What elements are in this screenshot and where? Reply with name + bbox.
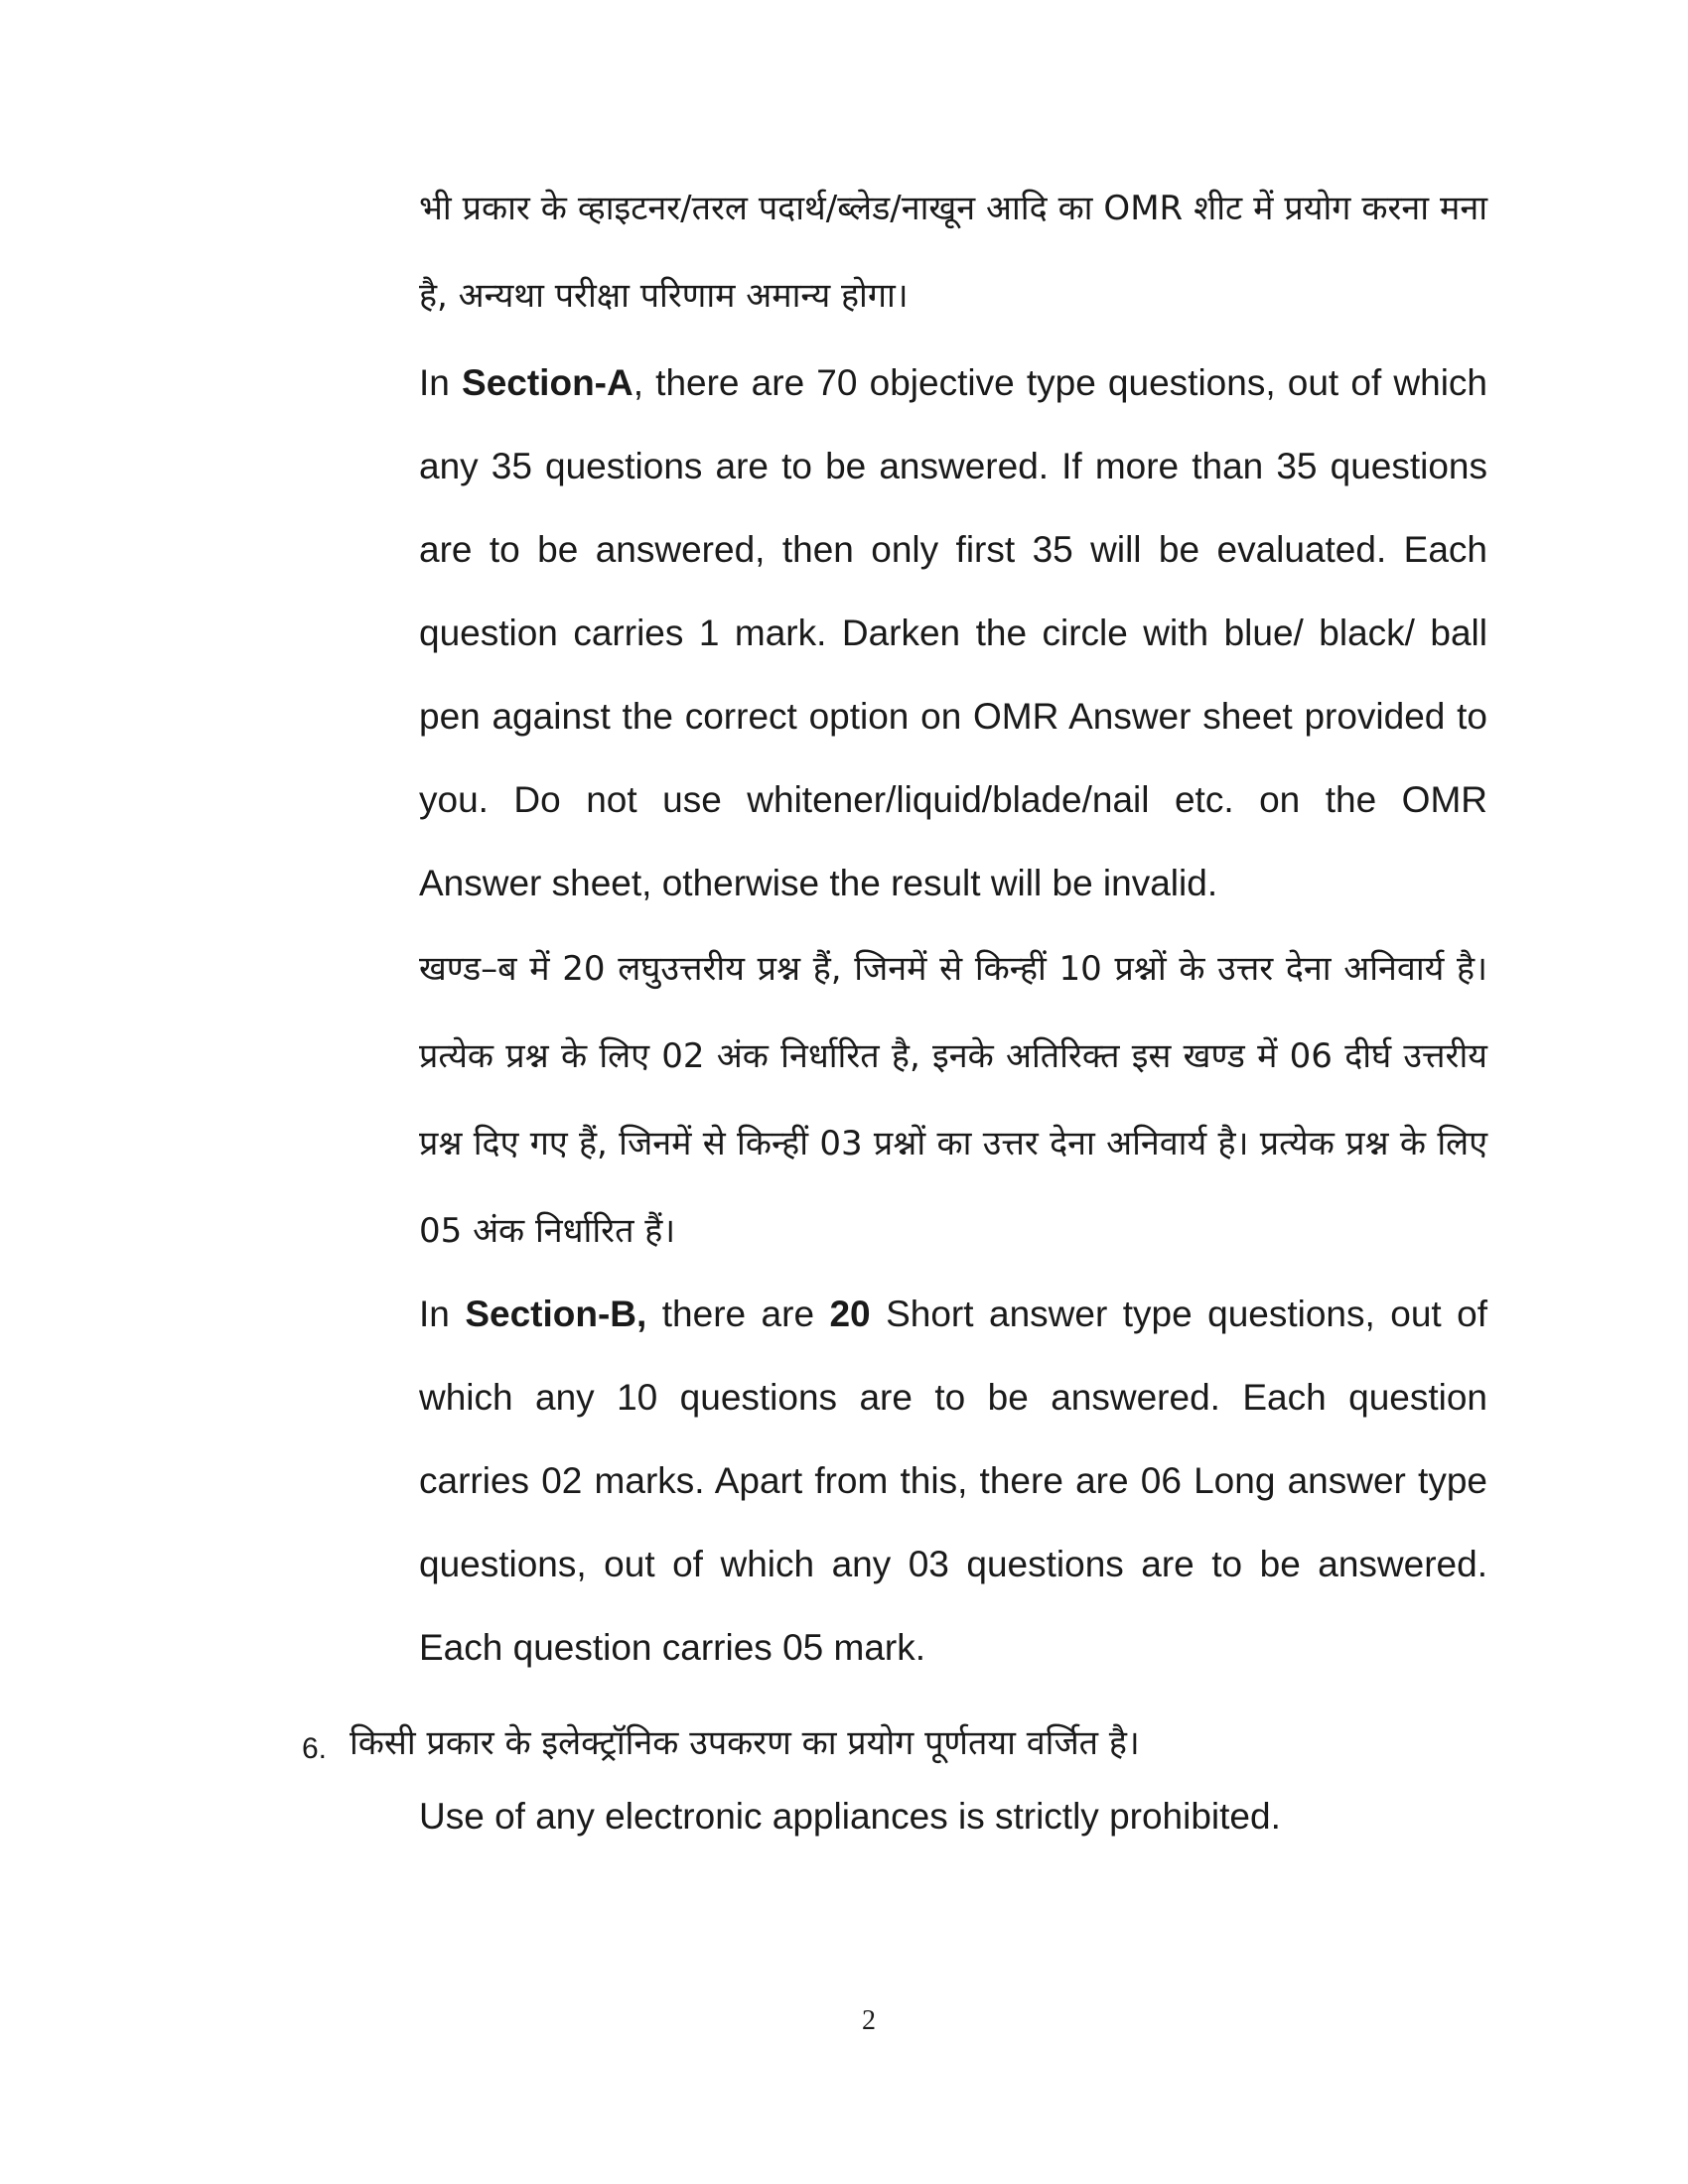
section-b-label: Section-B, bbox=[465, 1294, 647, 1334]
item-6-english bbox=[419, 1775, 1487, 1858]
section-a-instruction-english bbox=[419, 341, 1487, 925]
section-a-text: , there are 70 objective type questions, out of which any 35 questions are to be answered. If more than 35 questions are to be answered, then only first 35 will be evaluated. Each question carries 1 mark. Darken the circle with blue/ black/ ball pen against the correct option on OMR Answer sheet provided to you. Do not use whitener/liquid/blade/nail etc. on the OMR Answer sheet, otherwise the result will be invalid. bbox=[419, 362, 1487, 903]
section-a-label: Section-A bbox=[462, 362, 633, 403]
section-b-hindi-text: खण्ड–ब में 20 लघुउत्तरीय प्रश्न हैं, जिनमें से किन्हीं 10 प्रश्नों के उत्तर देना अनिवार्य है। प्रत्येक प्रश्न के लिए 02 अंक निर्धारित है, इनके अतिरिक्त इस खण्ड में 06 दीर्घ उत्तरीय प्रश्न दिए गए हैं, जिनमें से किन्हीं 03 प्रश्नों का उत्तर देना अनिवार्य है। प्रत्येक प्रश्न के लिए 05 अंक निर्धारित हैं। bbox=[419, 949, 1487, 1251]
item-6-number: 6. bbox=[302, 1732, 328, 1765]
item-6-english-text: Use of any electronic appliances is strictly prohibited. bbox=[419, 1796, 1281, 1837]
section-b-count: 20 bbox=[829, 1294, 871, 1334]
page-number: 2 bbox=[862, 2005, 876, 2036]
section-b-mid: there are bbox=[646, 1294, 830, 1334]
omr-instruction-hindi-text: भी प्रकार के व्हाइटनर/तरल पदार्थ/ब्लेड/नाखून आदि का OMR शीट में प्रयोग करना मना है, अन्यथा परीक्षा परिणाम अमान्य होगा। bbox=[419, 189, 1487, 316]
item-6-hindi: किसी प्रकार के इलेक्ट्रॉनिक उपकरण का प्रयोग पूर्णतया वर्जित है। bbox=[350, 1723, 1140, 1763]
section-b-instruction-hindi bbox=[419, 925, 1487, 1275]
section-b-instruction-english bbox=[419, 1273, 1487, 1690]
section-b-text: Short answer type questions, out of which any 10 questions are to be answered. Each question carries 02 marks. Apart from this, there are 06 Long answer type questions, out of which any 03 questions are to be answered. Each question carries 05 mark. bbox=[419, 1294, 1487, 1668]
omr-instruction-hindi-continued bbox=[419, 165, 1487, 340]
section-a-prefix: In bbox=[419, 362, 463, 403]
section-b-prefix: In bbox=[419, 1294, 466, 1334]
